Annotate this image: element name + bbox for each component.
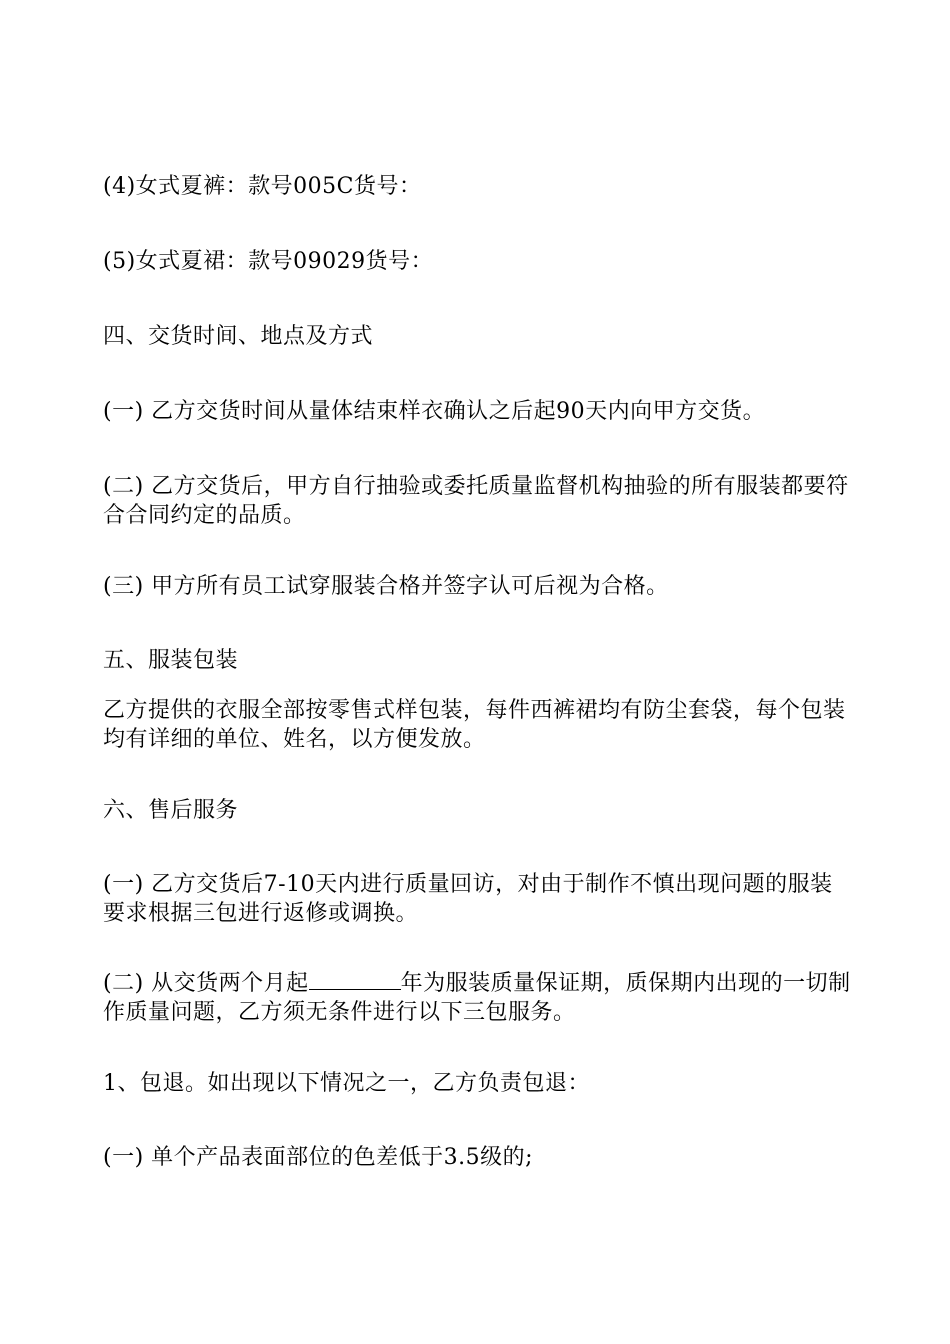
delivery-clause-3: (三) 甲方所有员工试穿服装合格并签字认可后视为合格。 bbox=[103, 574, 669, 599]
item-womens-summer-pants: (4)女式夏裤：款号005C货号： bbox=[103, 174, 422, 199]
section-heading-packaging: 五、服装包装 bbox=[103, 648, 239, 673]
after-sales-clause-2-start: (二) 从交货两个月起 bbox=[103, 971, 309, 996]
warranty-years-blank bbox=[309, 969, 401, 990]
after-sales-clause-2 bbox=[103, 969, 853, 1027]
after-sales-clause-1: (一) 乙方交货后7-10天内进行质量回访，对由于制作不慎出现问题的服装要求根据三包进行返修或调换。 bbox=[103, 872, 833, 926]
item-womens-summer-skirt: (5)女式夏裙：款号09029货号： bbox=[103, 249, 434, 274]
return-condition-1: (一) 单个产品表面部位的色差低于3.5级的; bbox=[103, 1145, 534, 1170]
return-policy-heading: 1、包退。如出现以下情况之一，乙方负责包退： bbox=[103, 1071, 590, 1096]
after-sales-clause-2-end: 年为服装质量保证期，质保期内出现的一切制作质量问题，乙方须无条件进行以下三包服务。 bbox=[103, 971, 851, 1025]
packaging-clause: 乙方提供的衣服全部按零售式样包装，每件西裤裙均有防尘套袋，每个包装均有详细的单位、姓名，以方便发放。 bbox=[103, 698, 846, 752]
section-heading-after-sales: 六、售后服务 bbox=[103, 798, 239, 823]
delivery-clause-1: (一) 乙方交货时间从量体结束样衣确认之后起90天内向甲方交货。 bbox=[103, 399, 766, 424]
delivery-clause-2: (二) 乙方交货后，甲方自行抽验或委托质量监督机构抽验的所有服装都要符合合同约定的品质。 bbox=[103, 474, 849, 528]
section-heading-delivery: 四、交货时间、地点及方式 bbox=[103, 324, 374, 349]
